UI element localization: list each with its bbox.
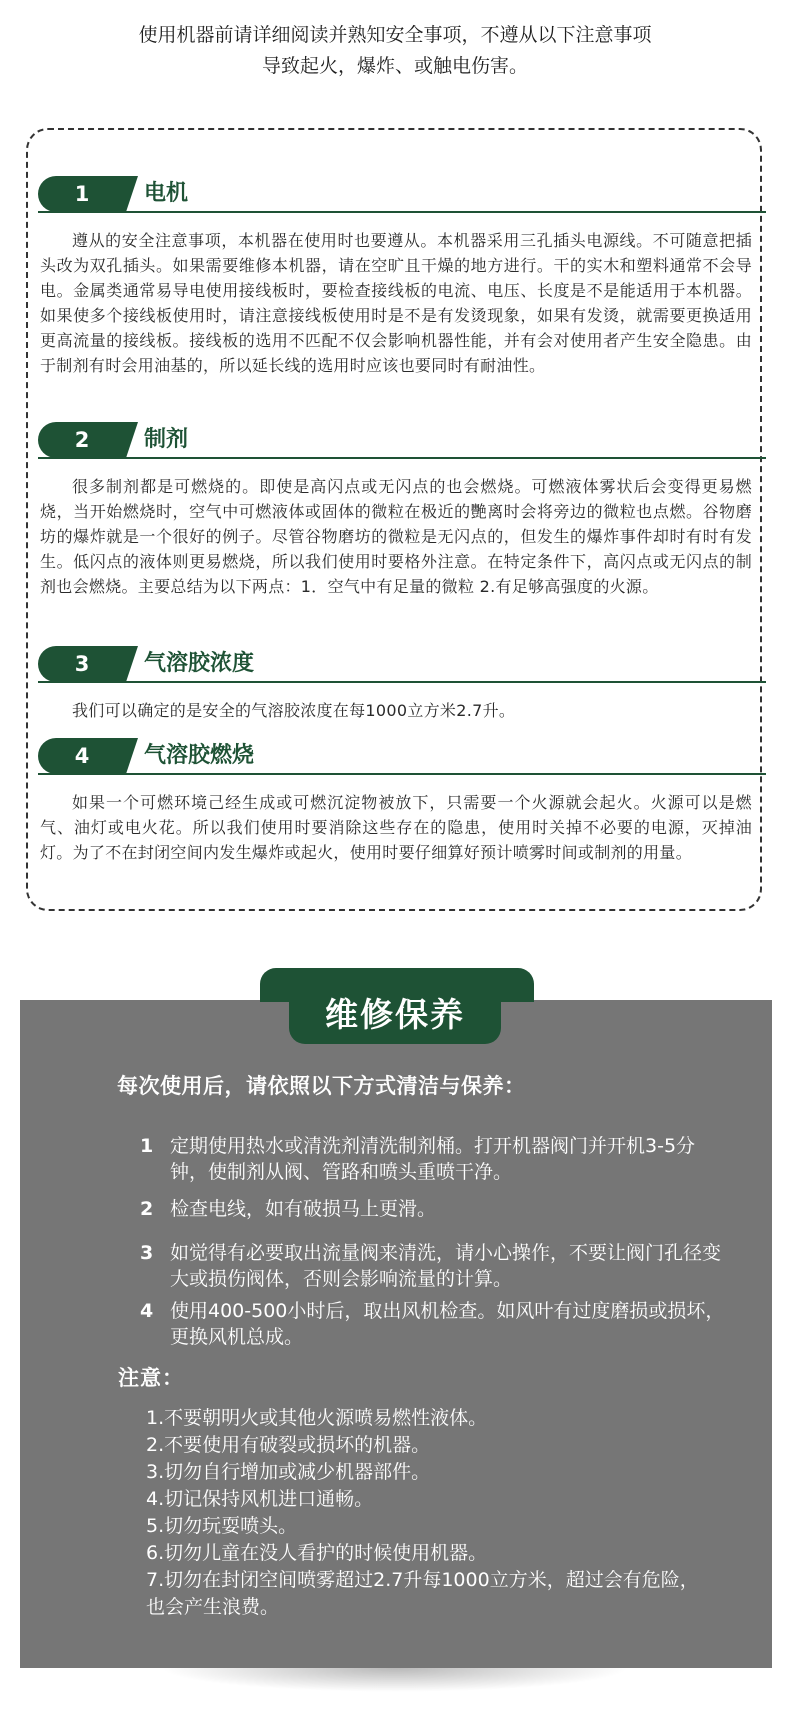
step-text: 检查电线，如有破损马上更滑。 (170, 1198, 437, 1220)
section-body: 遵从的安全注意事项，本机器在使用时也要遵从。本机器采用三孔插头电源线。不可随意把插头改为双孔插头。如果需要维修本机器，请在空旷且干燥的地方进行。干的实木和塑料通常不会导电。金属类通常易导电使用接线板时，要检查接线板的电流、电压、长度是不是能适用于本机器。如果使多个接线板使用时，请注意接线板使用时是不是有发烫现象，如果有发烫，就需要更换适用更高流量的接线板。接线板的选用不匹配不仅会影响机器性能，并有会对使用者产生安全隐患。由于制剂有时会用油基的，所以延长线的选用时应该也要同时有耐油性。 (40, 231, 752, 375)
section-motor (38, 176, 766, 378)
section-aerosol-concentration (38, 646, 766, 723)
section-underline (38, 211, 766, 213)
intro-line-1: 使用机器前请详细阅读并熟知安全事项，不遵从以下注意事项 (138, 24, 652, 46)
note-item: 1.不要朝明火或其他火源喷易燃性液体。 (146, 1407, 488, 1429)
note-item: 5.切勿玩耍喷头。 (146, 1515, 298, 1537)
section-header (38, 176, 766, 216)
note-item: 2.不要使用有破裂或损坏的机器。 (146, 1434, 431, 1456)
note-item: 4.切记保持风机进口通畅。 (146, 1488, 374, 1510)
step-number: 2 (140, 1198, 154, 1220)
section-agent (38, 422, 766, 599)
section-header (38, 422, 766, 462)
section-title: 气溶胶燃烧 (144, 743, 255, 768)
note-heading: 注意： (118, 1366, 184, 1390)
section-header (38, 738, 766, 778)
step-text: 如觉得有必要取出流量阀来清洗，请小心操作，不要让阀门孔径变大或损伤阀体，否则会影响流量的计算。 (170, 1242, 722, 1290)
step-text: 定期使用热水或清洗剂清洗制剂桶。打开机器阀门并开机3-5分钟，使制剂从阀、管路和喷头重喷干净。 (170, 1135, 696, 1183)
intro-line-2: 导致起火，爆炸、或触电伤害。 (261, 55, 528, 77)
step-number: 4 (140, 1300, 154, 1322)
note-item: 6.切勿儿童在没人看护的时候使用机器。 (146, 1542, 488, 1564)
section-title: 制剂 (144, 427, 189, 452)
step-number: 1 (140, 1135, 154, 1157)
section-number-badge: 2 (38, 422, 126, 458)
note-item: 3.切勿自行增加或减少机器部件。 (146, 1461, 431, 1483)
notes-list (146, 1405, 706, 1621)
section-body: 我们可以确定的是安全的气溶胶浓度在每1000立方米2.7升。 (72, 701, 516, 720)
step-number: 3 (140, 1242, 154, 1264)
section-aerosol-combustion (38, 738, 766, 865)
section-header (38, 646, 766, 686)
maintenance-lead: 每次使用后，请依照以下方式清洁与保养： (117, 1074, 526, 1098)
panel-shadow (160, 1668, 630, 1692)
note-item: 7.切勿在封闭空间喷雾超过2.7升每1000立方米，超过会有危险，也会产生浪费。 (146, 1569, 699, 1618)
section-number-badge: 3 (38, 646, 126, 682)
maintenance-title: 维修保养 (289, 988, 501, 1044)
section-number-badge: 1 (38, 176, 126, 212)
section-body: 如果一个可燃环境己经生成或可燃沉淀物被放下，只需要一个火源就会起火。火源可以是燃气、油灯或电火花。所以我们使用时要消除这些存在的隐患，使用时关掉不必要的电源，灭掉油灯。为了不在封闭空间内发生爆炸或起火，使用时要仔细算好预计喷雾时间或制剂的用量。 (40, 793, 752, 862)
section-underline (38, 457, 766, 459)
section-title: 气溶胶浓度 (144, 651, 255, 676)
intro-warning (0, 20, 790, 82)
section-underline (38, 773, 766, 775)
section-title: 电机 (144, 181, 189, 206)
step-text: 使用400-500小时后，取出风机检查。如风叶有过度磨损或损坏，更换风机总成。 (170, 1300, 725, 1348)
section-underline (38, 681, 766, 683)
section-number-badge: 4 (38, 738, 126, 774)
section-body: 很多制剂都是可燃烧的。即使是高闪点或无闪点的也会燃烧。可燃液体雾状后会变得更易燃烧，当开始燃烧时，空气中可燃液体或固体的微粒在极近的艷离时会将旁边的微粒也点燃。谷物磨坊的爆炸就是一个很好的例子。尽管谷物磨坊的微粒是无闪点的，但发生的爆炸事件却时有时有发生。低闪点的液体则更易燃烧，所以我们使用时要格外注意。在特定条件下，高闪点或无闪点的制剂也会燃烧。主要总结为以下两点：1．空气中有足量的微粒 2.有足够高强度的火源。 (40, 477, 752, 596)
